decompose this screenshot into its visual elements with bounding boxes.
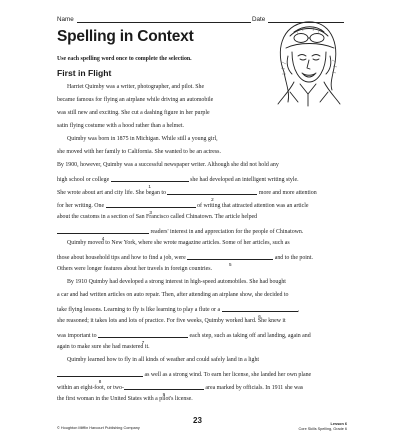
course-label: Core Skills Spelling, Grade 6	[298, 427, 347, 431]
story-line: high school or college 1 she had developed an intelligent writing style.	[57, 177, 299, 189]
story-line: 4 readers' interest in and appreciation for the people of Chinatown.	[57, 227, 303, 236]
story-line: 8 as well as a strong wind. To earn her license, she landed her own plane	[57, 370, 311, 379]
story-line: Quimby moved to New York, where she wrote magazine articles. Some of her articles, such as	[67, 240, 290, 246]
aviator-portrait-illustration	[270, 12, 346, 108]
answer-blank-3[interactable]: 3	[106, 201, 196, 208]
story-line: Others were longer features about her travels in foreign countries.	[57, 266, 213, 272]
answer-blank-6[interactable]: 6	[222, 305, 298, 312]
story-line: she moved with her family to California. She wanted to be an actress.	[57, 149, 221, 155]
story-line: By 1910 Quimby had developed a strong interest in high-speed automobiles. She had bought	[67, 279, 286, 285]
answer-blank-2[interactable]: 2	[167, 188, 257, 195]
answer-blank-5[interactable]: 5	[187, 253, 273, 260]
name-line[interactable]	[77, 16, 251, 23]
page-title: Spelling in Context	[57, 28, 194, 45]
story-line: take flying lessons. Learning to fly is like learning to play a flute or a 6 ,	[57, 307, 300, 319]
answer-blank-8[interactable]: 8	[57, 370, 143, 377]
story-line: about the customs in a section of San Francisco called Chinatown. The article helped	[57, 214, 258, 220]
story-line: was still new and exciting. She cut a dashing figure in her purple	[57, 110, 210, 116]
answer-blank-4[interactable]: 4	[57, 227, 149, 234]
page-number: 23	[193, 416, 202, 425]
story-line: she reasoned; it takes lots and lots of practice. For five weeks, Quimby worked hard. She knew it	[57, 318, 286, 324]
answer-blank-1[interactable]: 1	[111, 175, 189, 182]
story-line: for her writing. One 3 of writing that attracted attention was an article	[57, 203, 309, 215]
story-line: the first woman in the United States with a pilot's license.	[57, 396, 193, 402]
story-line: satin flying costume with a hood rather than a helmet.	[57, 123, 184, 129]
story-line: within an eight-foot, or two- 9 area marked by officials. In 1911 she was	[57, 385, 304, 397]
story-title: First in Flight	[57, 68, 112, 78]
name-label: Name	[57, 16, 74, 23]
copyright-notice: © Houghton Mifflin Harcourt Publishing Company	[57, 426, 140, 430]
date-label: Date	[252, 16, 266, 23]
story-line: again to make sure she had mastered it.	[57, 344, 150, 350]
story-line: became famous for flying an airplane while driving an automobile	[57, 97, 214, 103]
lesson-info	[298, 422, 347, 432]
story-line: Quimby learned how to fly in all kinds of weather and could safely land in a light	[67, 357, 260, 363]
story-line: Harriet Quimby was a writer, photographer, and pilot. She	[67, 84, 205, 90]
story-line: Quimby was born in 1875 in Michigan. While still a young girl,	[67, 136, 218, 142]
answer-blank-9[interactable]: 9	[124, 383, 204, 390]
story-line: She wrote about art and city life. She began to 2 more and more attention	[57, 190, 317, 202]
name-field	[57, 16, 251, 23]
story-line: those about household tips and how to find a job, were 5 and to the point.	[57, 255, 313, 267]
story-line: By 1900, however, Quimby was a successful newspaper writer. Although she did not hold any	[57, 162, 279, 168]
story-line: a car and had written articles on auto repair. Then, after attending an airplane show, she decided to	[57, 292, 289, 298]
story-line: was important to 7 each step, such as taking off and landing, again and	[57, 333, 311, 345]
instruction-text: Use each spelling word once to complete the selection.	[57, 56, 192, 62]
answer-blank-7[interactable]: 7	[98, 331, 188, 338]
lesson-label: Lesson 6	[330, 422, 347, 426]
